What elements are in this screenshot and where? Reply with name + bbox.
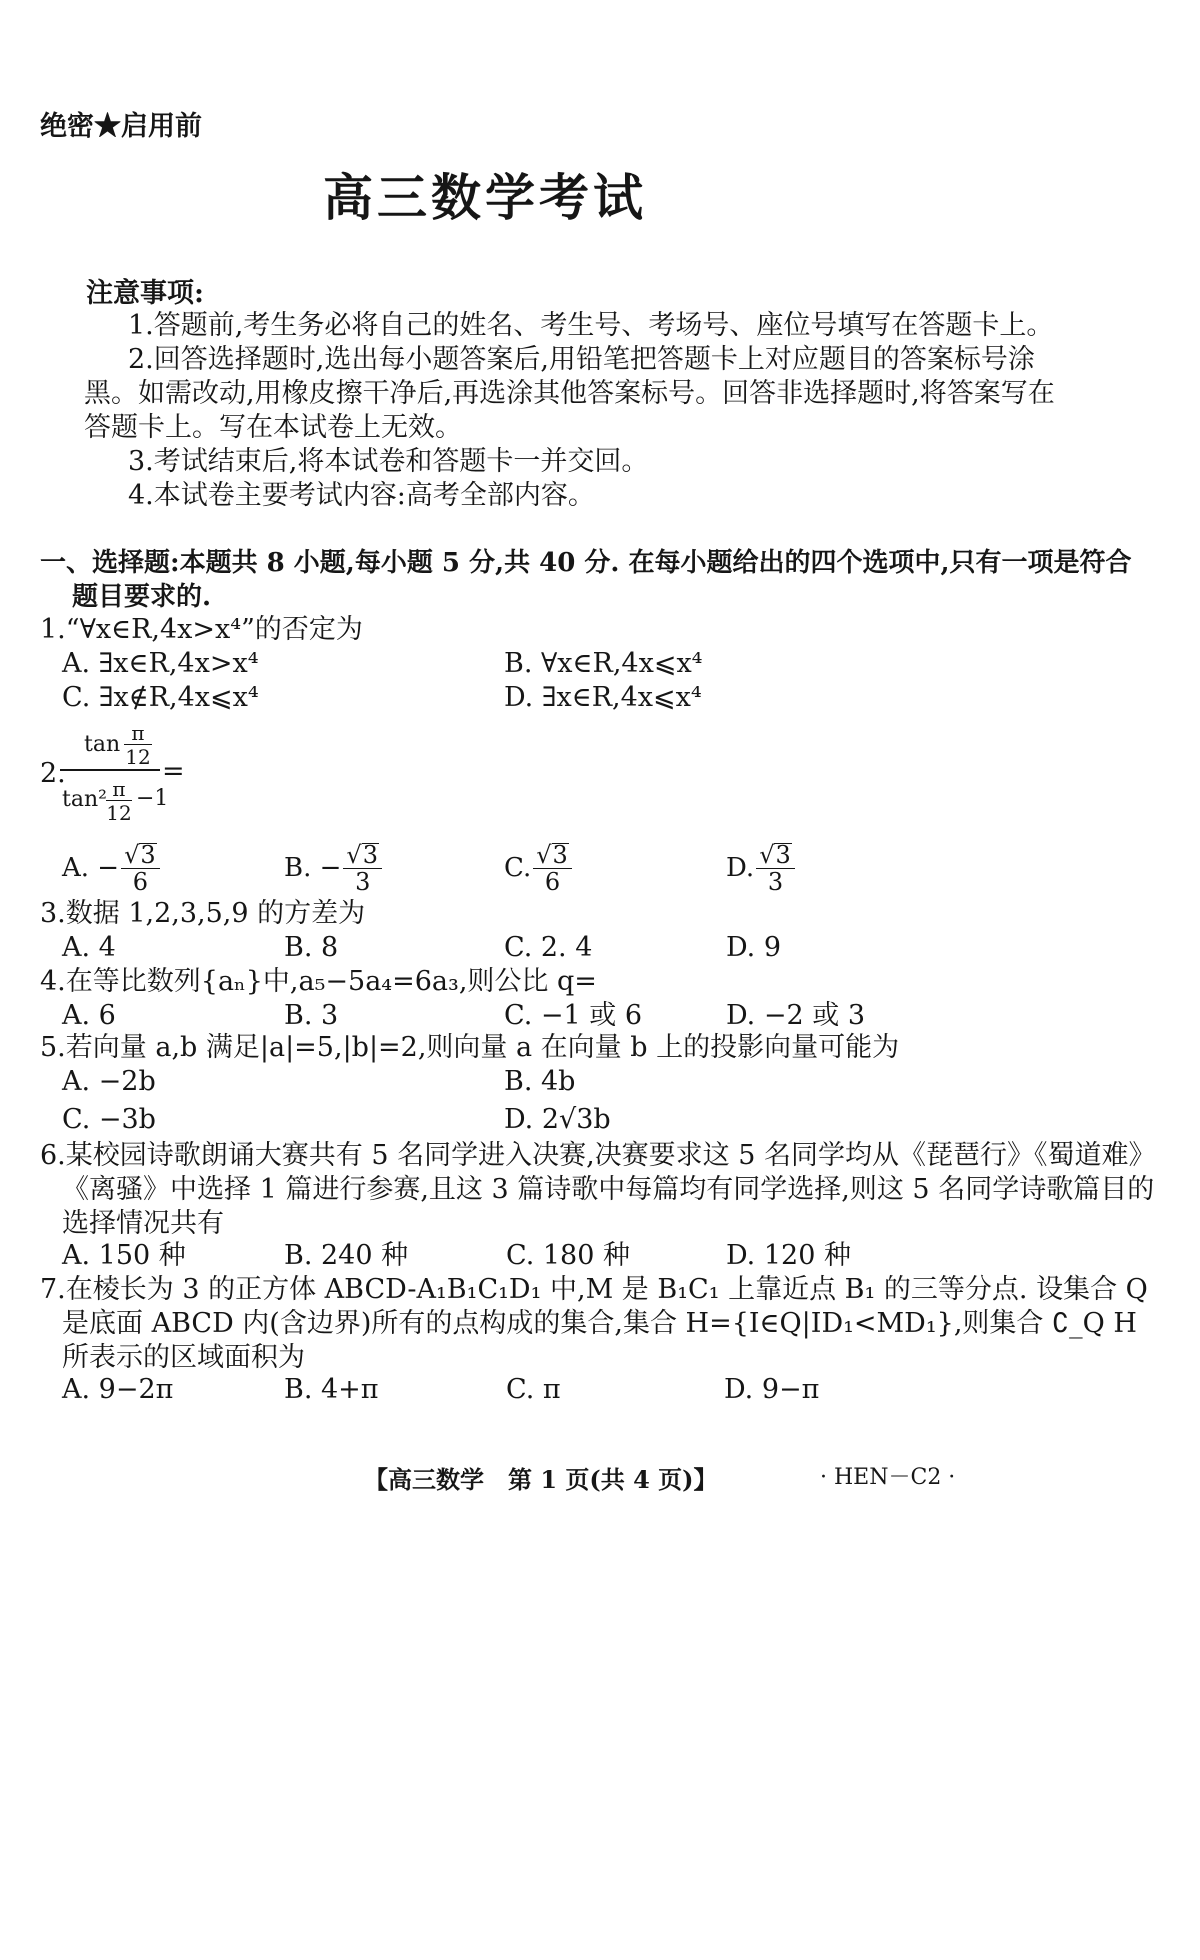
sqrt-icon: √ [759, 840, 775, 869]
q6-stem-line-2: 《离骚》中选择 1 篇进行参赛,且这 3 篇诗歌中每篇均有同学选择,则这 5 名同学诗歌篇目的 [62, 1174, 1155, 1205]
notice-item-2-line-1: 2.回答选择题时,选出每小题答案后,用铅笔把答题卡上对应题目的答案标号涂 [128, 344, 1035, 375]
q6-option-a: A. 150 种 [62, 1240, 186, 1271]
q4-option-a: A. 6 [62, 1000, 116, 1031]
q2-b-denominator: 3 [355, 867, 371, 896]
q4-option-d: D. −2 或 3 [726, 1000, 865, 1031]
q6-option-d: D. 120 种 [726, 1240, 851, 1271]
q2-option-b-fraction [343, 842, 382, 895]
q1-option-c: C. ∃x∉R,4x⩽x⁴ [62, 682, 259, 713]
section-heading-line-2: 题目要求的. [72, 582, 212, 612]
q1-stem: 1.“∀x∈R,4x>x⁴”的否定为 [40, 614, 363, 645]
notice-item-1: 1.答题前,考生务必将自己的姓名、考生号、考场号、座位号填写在答题卡上。 [128, 310, 1054, 341]
q2-option-d-label: D. [726, 853, 755, 883]
sqrt-icon: √ [124, 840, 140, 869]
q7-stem-line-2: 是底面 ABCD 内(含边界)所有的点构成的集合,集合 H={I∈Q|ID₁<MD₁},则集合 ∁_Q H [62, 1308, 1137, 1339]
q2-option-c-label: C. [504, 853, 532, 883]
q2-c-denominator: 6 [544, 867, 561, 896]
q2-c-radicand: 3 [552, 840, 568, 869]
q2-option-b [284, 838, 384, 898]
q2-numerator-12: 12 [125, 745, 151, 769]
q2-option-c [504, 838, 574, 898]
q2-d-denominator: 3 [767, 867, 784, 896]
q2-denominator-tan2: tan² [62, 787, 107, 812]
q4-stem: 4.在等比数列{aₙ}中,a₅−5a₄=6a₃,则公比 q= [40, 966, 597, 997]
q7-stem-line-3: 所表示的区域面积为 [62, 1342, 305, 1373]
q2-option-d [726, 838, 797, 898]
page-footer: 【高三数学 第 1 页(共 4 页)】 [364, 1465, 718, 1494]
q1-option-a: A. ∃x∈R,4x>x⁴ [62, 648, 259, 679]
q7-option-d: D. 9−π [724, 1374, 820, 1405]
q1-option-d: D. ∃x∈R,4x⩽x⁴ [504, 682, 702, 713]
q2-fraction-bar [60, 769, 160, 771]
q5-stem: 5.若向量 a,b 满足|a|=5,|b|=2,则向量 a 在向量 b 上的投影向量可能为 [40, 1032, 900, 1063]
q5-option-a: A. −2b [62, 1066, 156, 1097]
section-heading-line-1: 一、选择题:本题共 8 小题,每小题 5 分,共 40 分. 在每小题给出的四个选项中,只有一项是符合 [40, 548, 1132, 578]
q7-option-a: A. 9−2π [62, 1374, 174, 1405]
q2-numerator-pi: π [124, 722, 152, 745]
notice-item-3: 3.考试结束后,将本试卷和答题卡一并交回。 [128, 446, 649, 477]
q2-denominator-12: 12 [106, 801, 132, 825]
q2-option-a-fraction [121, 842, 160, 895]
q2-a-denominator: 6 [132, 867, 149, 896]
q6-stem-line-1: 6.某校园诗歌朗诵大赛共有 5 名同学进入决赛,决赛要求这 5 名同学均从《琵琶行》《蜀道难》 [40, 1140, 1156, 1171]
confidential-label: 绝密★启用前 [40, 111, 202, 142]
q2-option-a [62, 838, 162, 898]
q6-option-c: C. 180 种 [506, 1240, 630, 1271]
notice-item-2-line-3: 答题卡上。写在本试卷上无效。 [84, 412, 462, 443]
q3-option-c: C. 2. 4 [504, 932, 593, 963]
q1-option-b: B. ∀x∈R,4x⩽x⁴ [504, 648, 703, 679]
sqrt-icon: √ [536, 840, 552, 869]
q3-option-d: D. 9 [726, 932, 782, 963]
q6-stem-line-3: 选择情况共有 [62, 1208, 224, 1239]
q7-option-b: B. 4+π [284, 1374, 379, 1405]
q3-option-b: B. 8 [284, 932, 339, 963]
q6-option-b: B. 240 种 [284, 1240, 409, 1271]
q3-option-a: A. 4 [62, 932, 116, 963]
q2-option-c-fraction [533, 842, 572, 895]
q7-option-c: C. π [506, 1374, 561, 1405]
q4-option-c: C. −1 或 6 [504, 1000, 643, 1031]
q5-option-d: D. 2√3b [504, 1104, 611, 1135]
q2-numerator-tan: tan [84, 732, 121, 757]
q7-stem-line-1: 7.在棱长为 3 的正方体 ABCD-A₁B₁C₁D₁ 中,M 是 B₁C₁ 上靠近点 B₁ 的三等分点. 设集合 Q [40, 1274, 1148, 1305]
notice-item-4: 4.本试卷主要考试内容:高考全部内容。 [128, 480, 595, 511]
q5-option-c: C. −3b [62, 1104, 156, 1135]
q2-option-a-label: A. − [62, 853, 120, 883]
q2-option-d-fraction [756, 842, 795, 895]
q4-option-b: B. 3 [284, 1000, 339, 1031]
q2-a-radicand: 3 [140, 840, 156, 869]
notice-item-2-line-2: 黑。如需改动,用橡皮擦干净后,再选涂其他答案标号。回答非选择题时,将答案写在 [84, 378, 1055, 409]
q2-option-b-label: B. − [284, 853, 342, 883]
notice-heading: 注意事项: [86, 278, 204, 309]
paper-code: · HEN－C2 · [820, 1465, 956, 1490]
q3-stem: 3.数据 1,2,3,5,9 的方差为 [40, 898, 366, 929]
q2-d-radicand: 3 [775, 840, 791, 869]
q5-option-b: B. 4b [504, 1066, 576, 1097]
page-title: 高三数学考试 [323, 168, 647, 227]
q2-denominator-pi: π [106, 778, 132, 801]
q2-equals: = [162, 756, 185, 787]
sqrt-icon: √ [346, 840, 362, 869]
q2-number: 2. [40, 758, 66, 789]
q2-b-radicand: 3 [362, 840, 378, 869]
q2-denominator-minus1: −1 [136, 786, 169, 811]
